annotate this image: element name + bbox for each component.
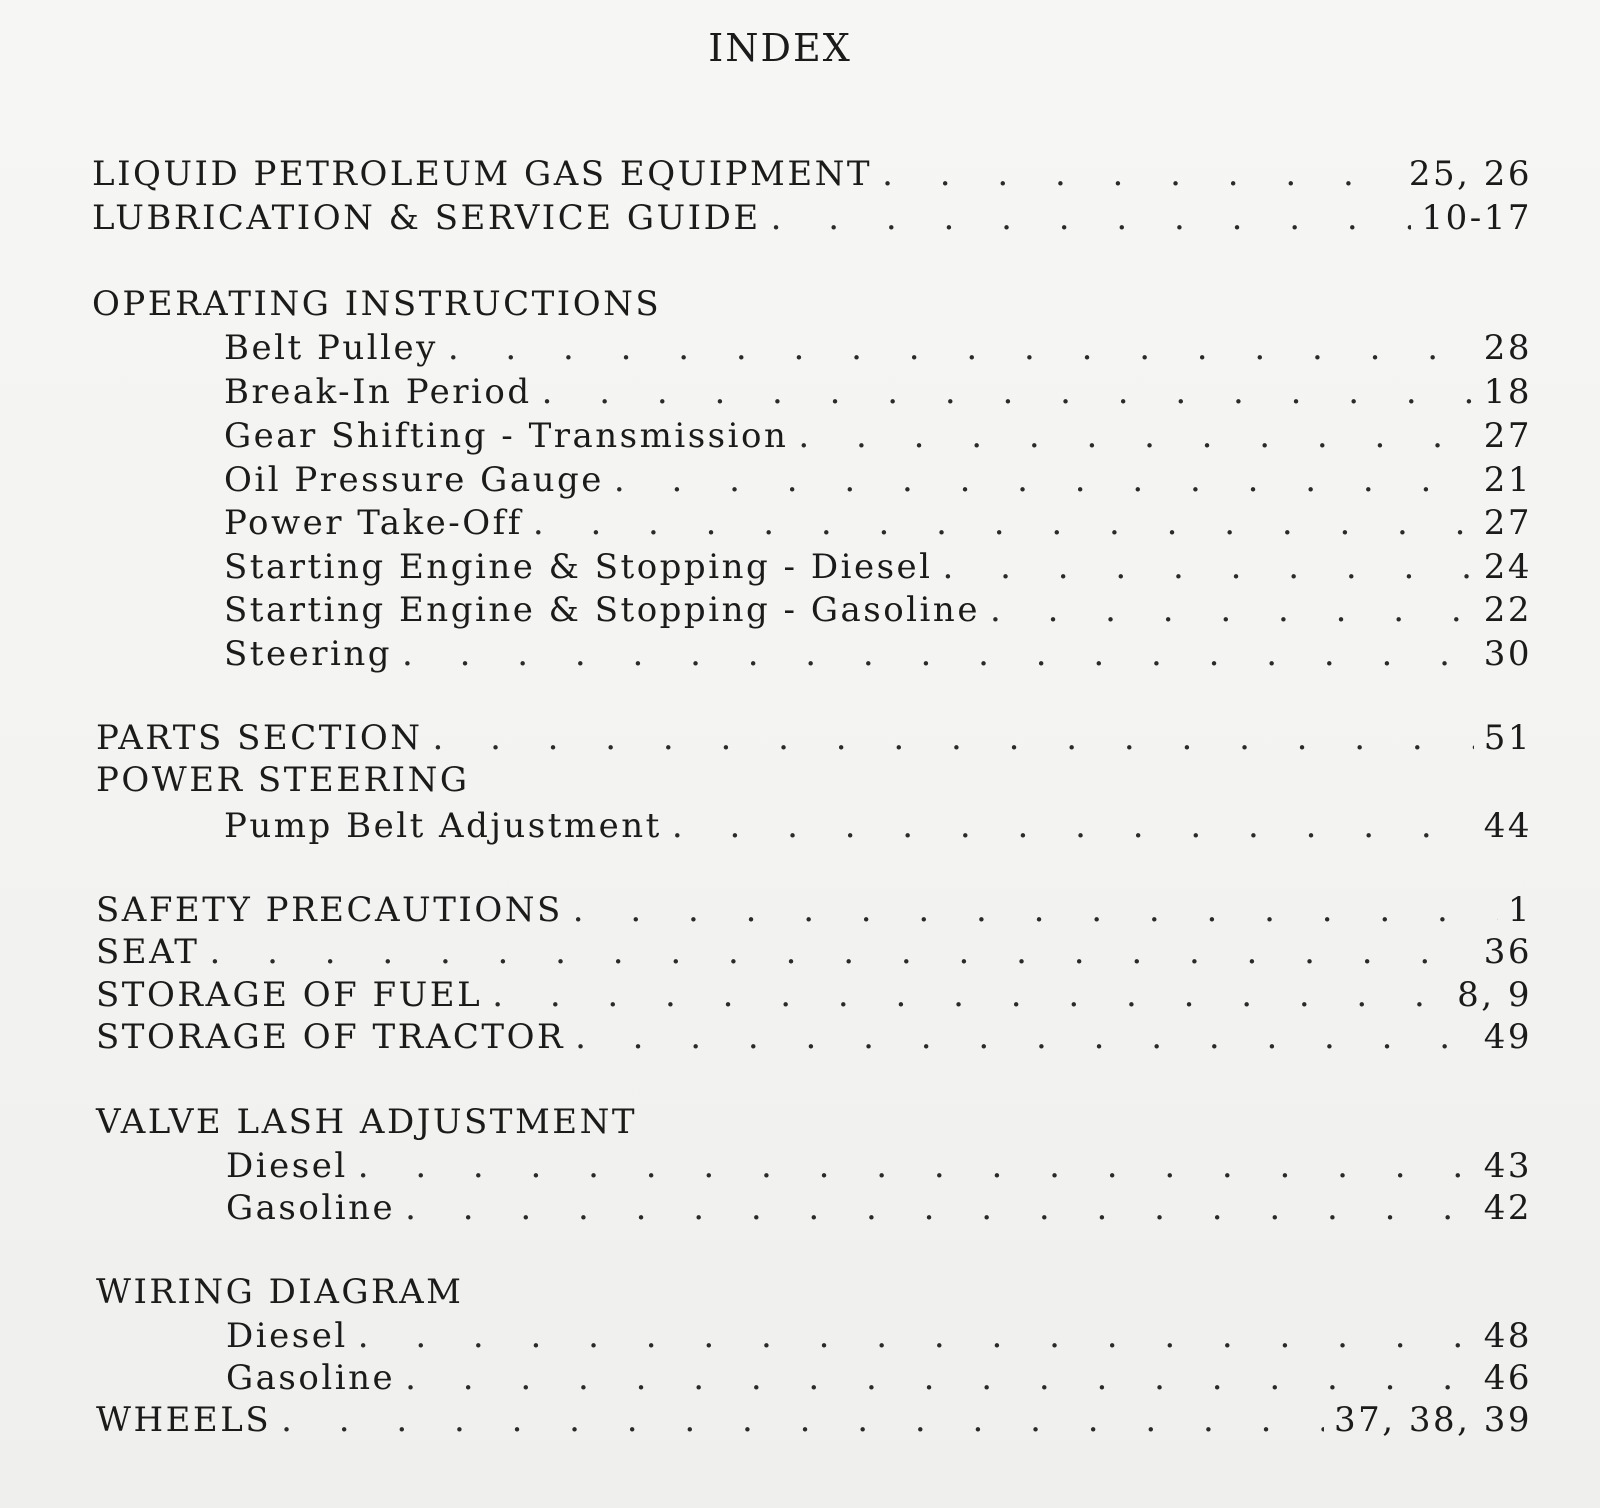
index-entry — [96, 1400, 1532, 1442]
index-entry — [226, 1316, 1532, 1358]
index-entry — [92, 198, 1532, 240]
entry-label: Starting Engine & Stopping - Diesel — [224, 547, 933, 587]
section-heading: WIRING DIAGRAM — [96, 1272, 464, 1312]
entry-page: 27 — [1483, 503, 1532, 543]
entry-page: 27 — [1483, 416, 1532, 456]
entry-label: Gasoline — [226, 1188, 396, 1228]
entry-label: Starting Engine & Stopping - Gasoline — [224, 590, 980, 630]
entry-label: Diesel — [226, 1146, 348, 1186]
entry-page: 25, 26 — [1408, 154, 1532, 194]
index-entry — [226, 1146, 1532, 1188]
section-heading: POWER STEERING — [96, 760, 470, 800]
entry-page: 49 — [1483, 1017, 1532, 1057]
section-heading: OPERATING INSTRUCTIONS — [92, 284, 662, 324]
entry-page: 42 — [1483, 1188, 1532, 1228]
page-title: INDEX — [708, 26, 852, 70]
index-entry — [226, 1358, 1532, 1400]
dot-leader — [209, 932, 1473, 972]
index-entry — [224, 328, 1532, 370]
entry-page: 10-17 — [1421, 198, 1532, 238]
index-entry — [224, 634, 1532, 676]
entry-page: 8, 9 — [1457, 975, 1532, 1015]
index-entry — [224, 806, 1532, 848]
dot-leader — [358, 1146, 1474, 1186]
entry-label: Gear Shifting - Transmission — [224, 416, 789, 456]
index-entry — [224, 547, 1532, 589]
entry-label: Diesel — [226, 1316, 348, 1356]
entry-page: 1 — [1507, 890, 1532, 930]
entry-label: STORAGE OF FUEL — [96, 975, 483, 1015]
dot-leader — [448, 328, 1474, 368]
index-entry — [96, 1017, 1532, 1059]
dot-leader — [614, 460, 1474, 500]
dot-leader — [405, 1188, 1474, 1228]
dot-leader — [281, 1400, 1324, 1440]
dot-leader — [402, 634, 1474, 674]
entry-page: 28 — [1483, 328, 1532, 368]
dot-leader — [882, 154, 1399, 194]
dot-leader — [542, 372, 1474, 412]
entry-page: 24 — [1483, 547, 1532, 587]
index-entry — [224, 460, 1532, 502]
dot-leader — [672, 806, 1474, 846]
dot-leader — [358, 1316, 1474, 1356]
entry-page: 44 — [1483, 806, 1532, 846]
dot-leader — [432, 718, 1473, 758]
index-entry — [224, 590, 1532, 632]
entry-label: Pump Belt Adjustment — [224, 806, 662, 846]
entry-page: 36 — [1483, 932, 1532, 972]
index-entry — [96, 975, 1532, 1017]
dot-leader — [943, 547, 1474, 587]
entry-page: 51 — [1483, 718, 1532, 758]
section-heading: VALVE LASH ADJUSTMENT — [96, 1102, 638, 1142]
entry-page: 22 — [1483, 590, 1532, 630]
entry-label: Gasoline — [226, 1358, 396, 1398]
index-entry — [224, 503, 1532, 545]
entry-page: 18 — [1483, 372, 1532, 412]
entry-label: Break-In Period — [224, 372, 532, 412]
index-entry — [226, 1188, 1532, 1230]
dot-leader — [405, 1358, 1474, 1398]
index-entry — [96, 932, 1532, 974]
entry-page: 48 — [1483, 1316, 1532, 1356]
entry-page: 21 — [1483, 460, 1532, 500]
index-entry — [92, 154, 1532, 196]
dot-leader — [533, 503, 1474, 543]
index-entry — [224, 372, 1532, 414]
entry-page: 37, 38, 39 — [1333, 1400, 1532, 1440]
entry-label: SEAT — [96, 932, 200, 972]
entry-page: 30 — [1483, 634, 1532, 674]
entry-label: Power Take-Off — [224, 503, 523, 543]
entry-page: 46 — [1483, 1358, 1532, 1398]
entry-label: Oil Pressure Gauge — [224, 460, 604, 500]
entry-label: LIQUID PETROLEUM GAS EQUIPMENT — [92, 154, 873, 194]
index-entry — [96, 718, 1532, 760]
dot-leader — [771, 198, 1412, 238]
entry-label: PARTS SECTION — [96, 718, 423, 758]
entry-label: SAFETY PRECAUTIONS — [96, 890, 563, 930]
dot-leader — [798, 416, 1473, 456]
entry-label: LUBRICATION & SERVICE GUIDE — [92, 198, 761, 238]
dot-leader — [575, 1017, 1474, 1057]
entry-label: WHEELS — [96, 1400, 272, 1440]
dot-leader — [492, 975, 1447, 1015]
entry-page: 43 — [1483, 1146, 1532, 1186]
entry-label: STORAGE OF TRACTOR — [96, 1017, 566, 1057]
dot-leader — [573, 890, 1498, 930]
index-entry — [224, 416, 1532, 458]
entry-label: Steering — [224, 634, 392, 674]
dot-leader — [990, 590, 1474, 630]
index-entry — [96, 890, 1532, 932]
entry-label: Belt Pulley — [224, 328, 438, 368]
